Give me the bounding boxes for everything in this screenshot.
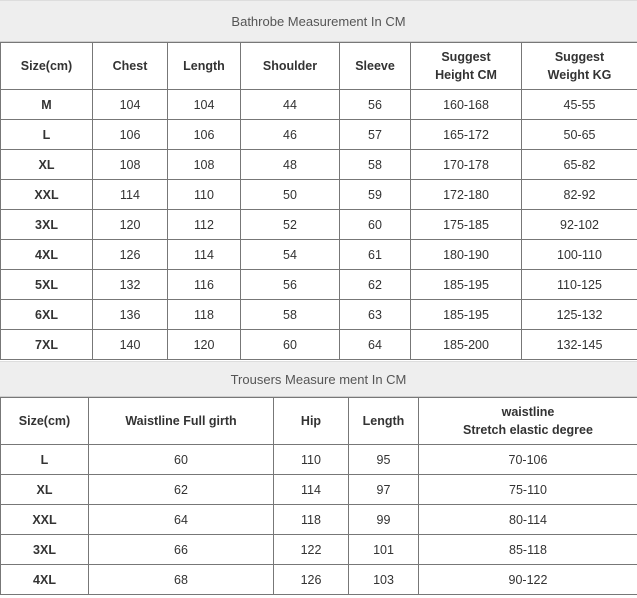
trousers-header-text: Length xyxy=(362,414,405,428)
table-cell: 114 xyxy=(93,180,168,210)
bathrobe-header-text: Suggest xyxy=(441,50,491,64)
bathrobe-header-text: Height CM xyxy=(435,68,497,82)
table-cell: 100-110 xyxy=(522,240,637,270)
table-cell: 112 xyxy=(168,210,241,240)
table-cell: 62 xyxy=(340,270,411,300)
table-cell: 59 xyxy=(340,180,411,210)
table-cell: 46 xyxy=(241,120,340,150)
table-cell: 120 xyxy=(168,330,241,360)
size-cell: XXL xyxy=(1,180,93,210)
table-row xyxy=(1,535,637,565)
table-cell: 95 xyxy=(349,445,419,475)
table-cell: 64 xyxy=(340,330,411,360)
table-cell: 97 xyxy=(349,475,419,505)
table-cell: 172-180 xyxy=(411,180,522,210)
table-row xyxy=(1,505,637,535)
table-cell: 170-178 xyxy=(411,150,522,180)
trousers-header-text: Size(cm) xyxy=(18,414,71,428)
table-cell: 180-190 xyxy=(411,240,522,270)
trousers-header-row xyxy=(1,398,637,445)
bathrobe-header-cell xyxy=(340,43,411,90)
table-cell: 165-172 xyxy=(411,120,522,150)
size-cell: 6XL xyxy=(1,300,93,330)
table-cell: 122 xyxy=(274,535,349,565)
table-cell: 66 xyxy=(89,535,274,565)
trousers-header-text: Stretch elastic degree xyxy=(463,423,593,437)
table-cell: 61 xyxy=(340,240,411,270)
table-cell: 64 xyxy=(89,505,274,535)
table-cell: 104 xyxy=(93,90,168,120)
table-row xyxy=(1,240,637,270)
table-cell: 110 xyxy=(274,445,349,475)
bathrobe-header-text: Size(cm) xyxy=(20,59,73,73)
table-row xyxy=(1,180,637,210)
table-cell: 126 xyxy=(274,565,349,595)
table-row xyxy=(1,330,637,360)
table-cell: 70-106 xyxy=(419,445,637,475)
size-cell: XXL xyxy=(1,505,89,535)
table-cell: 50-65 xyxy=(522,120,637,150)
bathrobe-header-cell xyxy=(1,43,93,90)
trousers-header-cell xyxy=(89,398,274,445)
trousers-header-text: Hip xyxy=(300,414,322,428)
bathrobe-size-table xyxy=(0,42,637,360)
trousers-header-cell xyxy=(1,398,89,445)
table-cell: 160-168 xyxy=(411,90,522,120)
table-cell: 50 xyxy=(241,180,340,210)
table-cell: 85-118 xyxy=(419,535,637,565)
table-cell: 114 xyxy=(274,475,349,505)
table-cell: 136 xyxy=(93,300,168,330)
table-cell: 108 xyxy=(168,150,241,180)
table-cell: 48 xyxy=(241,150,340,180)
bathrobe-header-cell xyxy=(411,43,522,90)
table-cell: 52 xyxy=(241,210,340,240)
table-row xyxy=(1,475,637,505)
bathrobe-header-text: Weight KG xyxy=(547,68,612,82)
table-cell: 99 xyxy=(349,505,419,535)
table-row xyxy=(1,150,637,180)
table-row xyxy=(1,445,637,475)
table-row xyxy=(1,90,637,120)
size-cell: M xyxy=(1,90,93,120)
table-cell: 185-195 xyxy=(411,270,522,300)
table-cell: 126 xyxy=(93,240,168,270)
size-cell: L xyxy=(1,120,93,150)
table-cell: 56 xyxy=(340,90,411,120)
bathrobe-header-row xyxy=(1,43,637,90)
bathrobe-header-cell xyxy=(522,43,637,90)
trousers-table-title: Trousers Measure ment In CM xyxy=(0,361,637,397)
table-cell: 114 xyxy=(168,240,241,270)
table-cell: 110-125 xyxy=(522,270,637,300)
table-cell: 92-102 xyxy=(522,210,637,240)
bathrobe-header-cell xyxy=(93,43,168,90)
trousers-header-text: waistline xyxy=(501,405,555,419)
size-cell: 3XL xyxy=(1,210,93,240)
bathrobe-header-text: Shoulder xyxy=(262,59,318,73)
table-row xyxy=(1,300,637,330)
size-cell: L xyxy=(1,445,89,475)
table-cell: 101 xyxy=(349,535,419,565)
table-cell: 60 xyxy=(89,445,274,475)
bathrobe-table-title: Bathrobe Measurement In CM xyxy=(0,0,637,42)
table-cell: 104 xyxy=(168,90,241,120)
bathrobe-header-text: Length xyxy=(183,59,225,73)
table-cell: 56 xyxy=(241,270,340,300)
table-cell: 108 xyxy=(93,150,168,180)
table-cell: 58 xyxy=(340,150,411,180)
table-cell: 62 xyxy=(89,475,274,505)
table-cell: 185-200 xyxy=(411,330,522,360)
table-row xyxy=(1,565,637,595)
table-cell: 58 xyxy=(241,300,340,330)
table-row xyxy=(1,270,637,300)
table-cell: 68 xyxy=(89,565,274,595)
table-cell: 90-122 xyxy=(419,565,637,595)
table-cell: 82-92 xyxy=(522,180,637,210)
bathrobe-header-text: Chest xyxy=(112,59,148,73)
size-cell: 4XL xyxy=(1,565,89,595)
table-cell: 103 xyxy=(349,565,419,595)
bathrobe-header-cell xyxy=(168,43,241,90)
table-cell: 75-110 xyxy=(419,475,637,505)
bathrobe-header-text: Suggest xyxy=(554,50,605,64)
trousers-header-cell xyxy=(274,398,349,445)
table-cell: 60 xyxy=(241,330,340,360)
table-cell: 110 xyxy=(168,180,241,210)
size-cell: 7XL xyxy=(1,330,93,360)
size-cell: 4XL xyxy=(1,240,93,270)
table-cell: 185-195 xyxy=(411,300,522,330)
table-cell: 120 xyxy=(93,210,168,240)
table-cell: 132-145 xyxy=(522,330,637,360)
table-cell: 54 xyxy=(241,240,340,270)
size-cell: XL xyxy=(1,150,93,180)
table-cell: 60 xyxy=(340,210,411,240)
table-cell: 116 xyxy=(168,270,241,300)
size-cell: XL xyxy=(1,475,89,505)
table-cell: 132 xyxy=(93,270,168,300)
table-row xyxy=(1,120,637,150)
size-cell: 3XL xyxy=(1,535,89,565)
table-cell: 125-132 xyxy=(522,300,637,330)
table-cell: 118 xyxy=(274,505,349,535)
bathrobe-header-cell xyxy=(241,43,340,90)
table-cell: 57 xyxy=(340,120,411,150)
table-row xyxy=(1,210,637,240)
trousers-header-cell xyxy=(419,398,637,445)
bathrobe-header-text: Sleeve xyxy=(355,59,395,73)
table-cell: 175-185 xyxy=(411,210,522,240)
trousers-header-cell xyxy=(349,398,419,445)
table-cell: 45-55 xyxy=(522,90,637,120)
size-cell: 5XL xyxy=(1,270,93,300)
table-cell: 63 xyxy=(340,300,411,330)
table-cell: 118 xyxy=(168,300,241,330)
table-cell: 65-82 xyxy=(522,150,637,180)
trousers-size-table xyxy=(0,397,637,595)
table-cell: 106 xyxy=(93,120,168,150)
table-cell: 80-114 xyxy=(419,505,637,535)
trousers-header-text: Waistline Full girth xyxy=(125,414,237,428)
table-cell: 140 xyxy=(93,330,168,360)
table-cell: 44 xyxy=(241,90,340,120)
table-cell: 106 xyxy=(168,120,241,150)
